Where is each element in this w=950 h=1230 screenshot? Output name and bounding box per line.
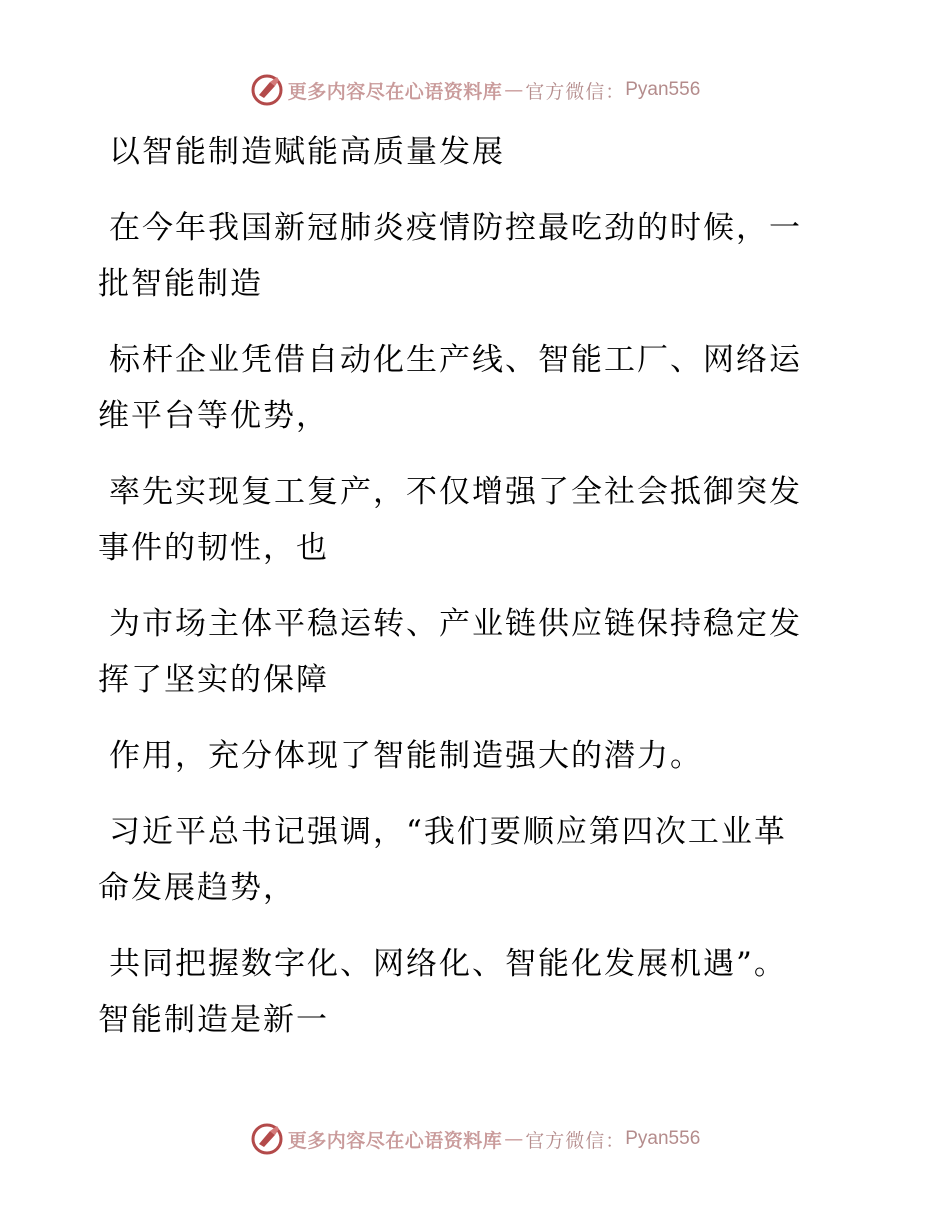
paragraph xyxy=(98,464,838,576)
paragraph-line: 作用，充分体现了智能制造强大的潜力。 xyxy=(109,738,703,774)
header-banner xyxy=(0,70,950,110)
paragraph-line: 智能制造是新一 xyxy=(98,1002,329,1038)
paragraph-line: 标杆企业凭借自动化生产线、智能工厂、网络运 xyxy=(109,342,802,378)
paragraph xyxy=(98,936,838,1048)
paragraph-line: 率先实现复工复产，不仅增强了全社会抵御突发 xyxy=(109,474,802,510)
banner-wechat-label: 官方微信： xyxy=(525,1129,626,1152)
logo-icon xyxy=(250,73,284,107)
banner-site-name: 更多内容尽在心语资料库 xyxy=(287,1129,503,1152)
paragraph xyxy=(98,596,838,708)
paragraph-line: 共同把握数字化、网络化、智能化发展机遇”。 xyxy=(109,946,787,982)
banner-wechat-id: Pyan556 xyxy=(625,79,701,100)
paragraph-line: 事件的韧性，也 xyxy=(98,530,329,566)
paragraph-line: 在今年我国新冠肺炎疫情防控最吃劲的时候，一 xyxy=(109,210,802,246)
paragraph xyxy=(98,124,838,180)
logo-icon xyxy=(250,1122,284,1156)
paragraph-line: 为市场主体平稳运转、产业链供应链保持稳定发 xyxy=(109,606,802,642)
paragraph xyxy=(98,200,838,312)
paragraph-line: 批智能制造 xyxy=(98,266,263,302)
paragraph-line: 维平台等优势， xyxy=(98,398,329,434)
paragraph-line: 习近平总书记强调，“我们要顺应第四次工业革 xyxy=(109,814,787,850)
footer-banner xyxy=(0,1119,950,1159)
document-body xyxy=(98,124,838,1068)
banner-dash: — xyxy=(504,79,524,101)
paragraph-line: 挥了坚实的保障 xyxy=(98,662,329,698)
banner-dash: — xyxy=(504,1128,524,1150)
banner-wechat-label: 官方微信： xyxy=(525,80,626,103)
banner-wechat-id: Pyan556 xyxy=(625,1128,701,1149)
paragraph xyxy=(98,332,838,444)
paragraph xyxy=(98,728,838,784)
paragraph xyxy=(98,804,838,916)
paragraph-line: 命发展趋势， xyxy=(98,870,296,906)
banner-site-name: 更多内容尽在心语资料库 xyxy=(287,80,503,103)
paragraph-line: 以智能制造赋能高质量发展 xyxy=(109,134,505,170)
